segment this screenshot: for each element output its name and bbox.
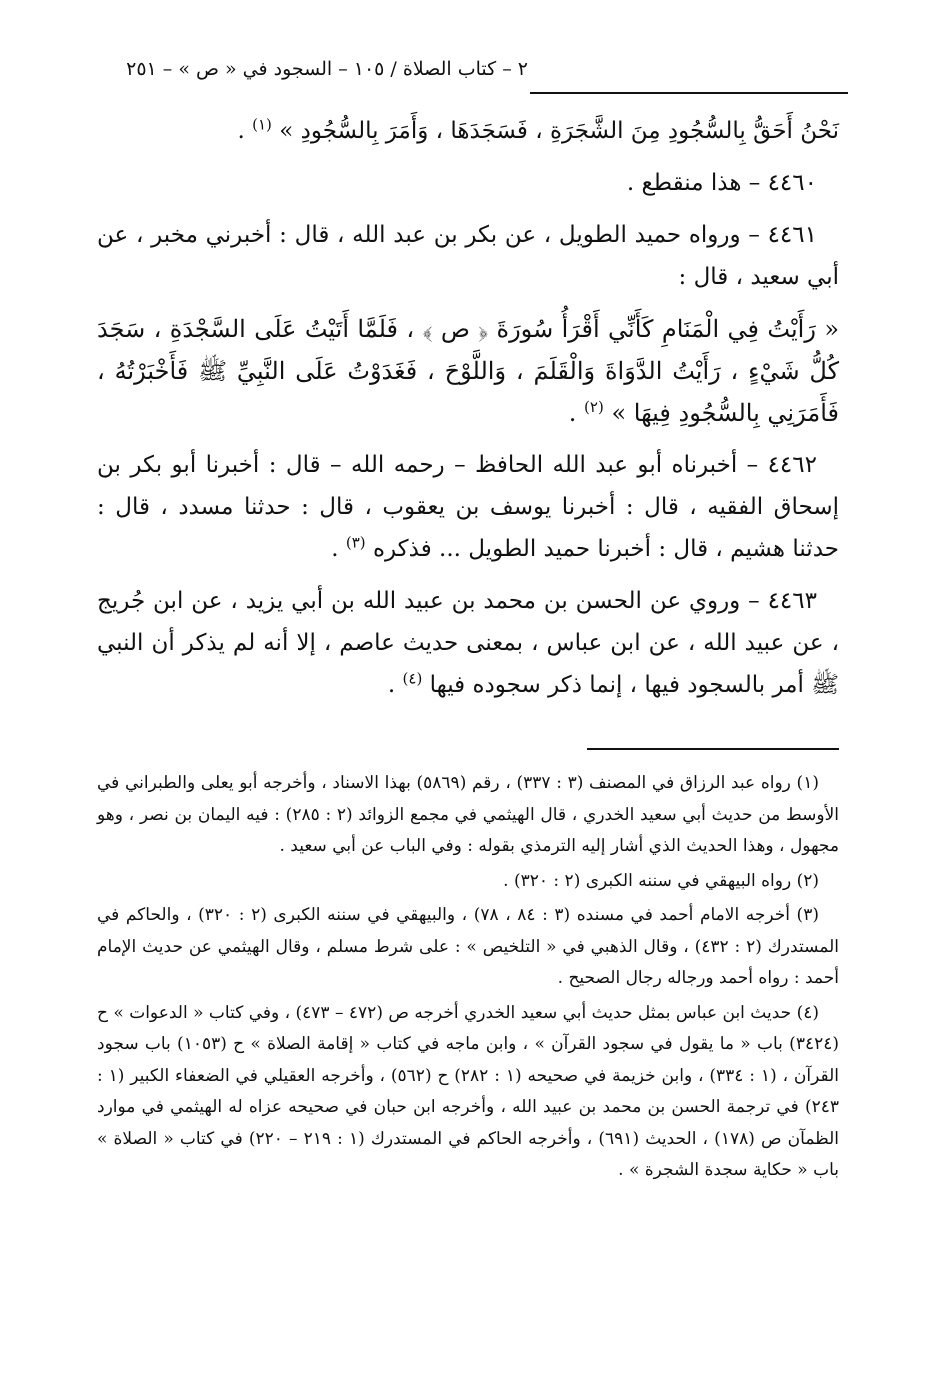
header-rule	[530, 92, 848, 94]
paragraph-quote-end	[97, 110, 839, 152]
hadith-quote	[97, 308, 839, 434]
quote-text: « رَأَيْتُ فِي الْمَنَامِ كَأَنِّي أَقْرَأُ سُورَةَ ﴿ ص ﴾ ، فَلَمَّا أَتَيْتُ عَلَى السَّجْدَةِ ، سَجَدَ كُلُّ شَيْءٍ ، رَأَيْتُ الدَّوَاةَ وَالْقَلَمَ ، وَاللَّوْحَ ، فَغَدَوْتُ عَلَى النَّبِيِّ ﷺ فَأَخْبَرْتُهُ ، فَأَمَرَنِي بِالسُّجُودِ فِيهَا »	[97, 315, 839, 427]
paragraph-4463	[97, 580, 839, 706]
footnote-4: (٤) حديث ابن عباس بمثل حديث أبي سعيد الخدري أخرجه ص (٤٧٢ – ٤٧٣) ، وفي كتاب « الدعوات » ح (٣٤٢٤) باب « ما يقول في سجود القرآن » ، وابن ماجه في كتاب « إقامة الصلاة » ح (١٠٥٣) باب سجود القرآن ، (١ : ٣٣٤) ، وابن خزيمة في صحيحه (١ : ٢٨٢) ح (٥٦٢) ، وأخرجه العقيلي في الضعفاء الكبير (١ : ٢٤٣) في ترجمة الحسن بن محمد بن عبيد الله ، وأخرجه ابن حبان في صحيحه عزاه له الهيثمي في موارد الظمآن ص (١٧٨) ، الحديث (٦٩١) ، وأخرجه الحاكم في المستدرك (١ : ٢١٩ – ٢٢٠) في كتاب « الصلاة » باب « حكاية سجدة الشجرة » .	[97, 1002, 840, 1180]
footnotes	[97, 768, 839, 1190]
footnote-3: (٣) أخرجه الامام أحمد في مسنده (٣ : ٨٤ ، ٧٨) ، والبيهقي في سننه الكبرى (٢ : ٣٢٠) ، والحاكم في المستدرك (٢ : ٤٣٢) ، وقال الذهبي في « التلخيص » : على شرط مسلم ، وقال الهيثمي عن حديث الإمام أحمد : رواه أحمد ورجاله رجال الصحيح .	[97, 905, 839, 988]
footnote-ref: (٣)	[345, 533, 366, 552]
footnote-ref: (٢)	[584, 398, 604, 416]
paragraph-text: نَحْنُ أَحَقُّ بِالسُّجُودِ مِنَ الشَّجَرَةِ ، فَسَجَدَهَا ، وَأَمَرَ بِالسُّجُودِ »	[279, 118, 839, 144]
running-title: ٢ – كتاب الصلاة / ١٠٥ – السجود في « ص » – ٢٥١	[126, 58, 528, 80]
paragraph-end: .	[568, 399, 585, 427]
footnote-1: (١) رواه عبد الرزاق في المصنف (٣ : ٣٣٧) ، رقم (٥٨٦٩) بهذا الاسناد ، وأخرجه أبو يعلى والطبراني في الأوسط من حديث أبي سعيد الخدري ، قال الهيثمي في مجمع الزوائد (٢ : ٢٨٥) : فيه اليمان بن نصر ، وهو مجهول ، وهذا الحديث الذي أشار إليه الترمذي بقوله : وفي الباب عن أبي سعيد .	[97, 773, 839, 856]
main-text	[97, 110, 839, 716]
footnote-ref: (٤)	[402, 669, 423, 688]
paragraph-4462	[97, 444, 839, 570]
paragraph-4460: ٤٤٦٠ – هذا منقطع .	[626, 170, 817, 196]
paragraph-4461: ٤٤٦١ – ورواه حميد الطويل ، عن بكر بن عبد الله ، قال : أخبرني مخبر ، عن أبي سعيد ، قال :	[97, 222, 839, 290]
footnote-rule	[587, 748, 839, 750]
paragraph-end: .	[387, 672, 403, 698]
footnote-2: (٢) رواه البيهقي في سننه الكبرى (٢ : ٣٢٠) .	[503, 870, 819, 891]
paragraph-text: ٤٤٦٢ – أخبرناه أبو عبد الله الحافظ – رحمه الله – قال : أخبرنا أبو بكر بن إسحاق الفقيه ، قال : أخبرنا يوسف بن يعقوب ، قال : حدثنا مسدد ، قال : حدثنا هشيم ، قال : أخبرنا حميد الطويل ... فذكره	[97, 452, 839, 562]
paragraph-text: ٤٤٦٣ – وروي عن الحسن بن محمد بن عبيد الله بن أبي يزيد ، عن ابن جُريج ، عن عبيد الله ، عن ابن عباس ، بمعنى حديث عاصم ، إلا أنه لم يذكر أن النبي ﷺ أمر بالسجود فيها ، إنما ذكر سجوده فيها	[97, 588, 839, 698]
running-header	[100, 58, 848, 98]
footnote-ref: (١)	[252, 115, 272, 134]
paragraph-end: .	[331, 536, 346, 562]
paragraph-end: .	[237, 118, 253, 144]
